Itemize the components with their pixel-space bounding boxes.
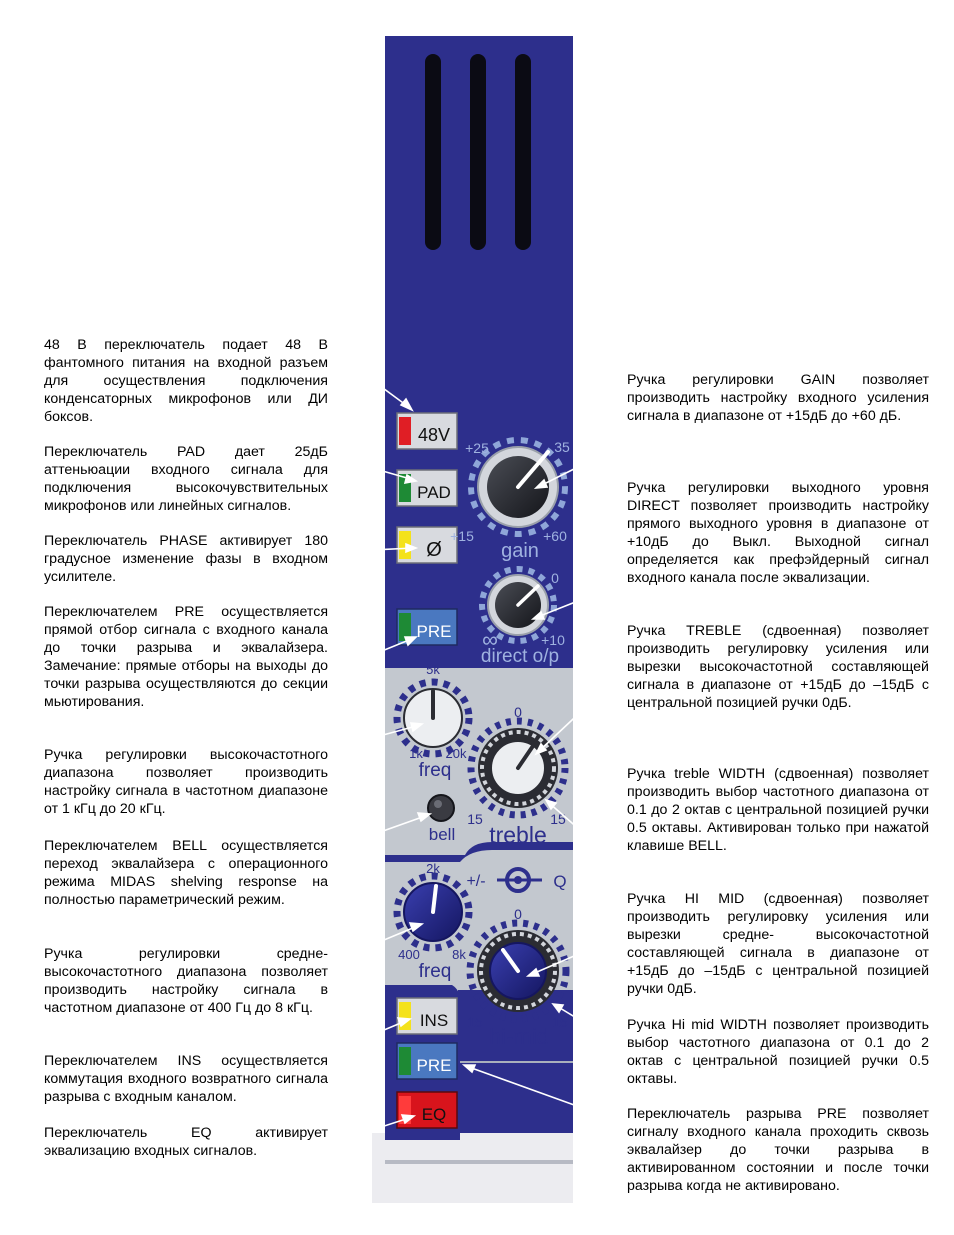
hf-freq-label: freq <box>418 760 452 781</box>
gain-tick-60: +60 <box>543 528 567 544</box>
note-himid-freq: Ручка регулировки средне-высокочастотного диапазона позволяет производить настройку сигнала в частотном диапазоне от 400 Гц до 8 кГц. <box>44 946 328 1016</box>
treble-tick-left: 15 <box>467 811 483 827</box>
q-label: Q <box>553 872 567 891</box>
direct-label: direct o/p <box>480 646 560 667</box>
vent-slot <box>425 54 441 250</box>
himid-tick-left: 15 <box>467 1014 483 1030</box>
note-pre-insert: Переключатель разрыва PRE позволяет сигналу входного канала проходить сквозь эквалайзер до точки разрыва в активированном состоянии и после точки разрыва когда не активировано. <box>627 1106 929 1194</box>
ins-button[interactable] <box>397 998 457 1034</box>
note-treble: Ручка TREBLE (сдвоенная) позволяет производить регулировку усиления или вырезки высокочастотной составляющей сигнала в диапазоне от +15дБ до –15дБ с центральной позицией ручки 0дБ. <box>627 623 929 711</box>
plus-minus-label: +/- <box>466 873 486 890</box>
note-ins: Переключателем INS осуществляется коммутация входного возвратного сигнала разрыва с входным каналом. <box>44 1053 328 1105</box>
gain-label: gain <box>501 540 539 562</box>
vent-slot <box>470 54 486 250</box>
note-phase: Переключатель PHASE активирует 180 градусное изменение фазы в входном усилителе. <box>44 533 328 585</box>
treble-label: treble <box>489 822 547 848</box>
note-pre-direct: Переключателем PRE осуществляется прямой отбор сигнала с входного канала до точки разрыва и эквалайзера. Замечание: прямые отборы на выходы до точки разрыва осуществляются до секции мьютирования. <box>44 604 328 710</box>
treble-tick-0: 0 <box>514 704 522 720</box>
hf-freq-tick-20k: 20k <box>445 746 467 761</box>
note-himid-width: Ручка Hi mid WIDTH позволяет производить выбор частотного диапазона от 0.1 до 2 октав с центральной позицией ручки 0.5 октавы. <box>627 1017 929 1087</box>
pre-insert-button[interactable] <box>397 1043 457 1079</box>
himid-freq-tick-2k: 2k <box>426 861 440 876</box>
note-hf-freq: Ручка регулировки высокочастотного диапазона позволяет производить настройку сигнала в частотном диапазоне от 1 кГц до 20 кГц. <box>44 747 328 817</box>
himid-freq-tick-400: 400 <box>398 947 420 962</box>
hf-freq-tick-1k: 1k <box>409 746 423 761</box>
direct-tick-off: ∞ <box>482 627 498 652</box>
hf-freq-tick-5k: 5k <box>426 662 440 677</box>
himid-tick-0: 0 <box>514 906 522 922</box>
himid-label: hi-mid <box>489 1024 549 1049</box>
himid-tick-right: 15 <box>552 1014 568 1030</box>
bell-button[interactable] <box>428 795 454 821</box>
gain-tick-15: +15 <box>450 528 474 544</box>
note-gain: Ручка регулировки GAIN позволяет производить настройку входного усиления сигнала в диапазоне от +15дБ до +60 дБ. <box>627 372 929 424</box>
treble-tick-right: 15 <box>550 811 566 827</box>
direct-tick-0: 0 <box>551 570 559 586</box>
pad-label: PAD <box>417 483 451 502</box>
pre-direct-label: PRE <box>416 622 452 641</box>
himid-freq-label: freq <box>418 961 452 982</box>
direct-tick-10: +10 <box>541 632 565 648</box>
eq-label: EQ <box>421 1105 447 1124</box>
bell-label: bell <box>428 825 456 844</box>
phantom-label: 48V <box>417 425 451 445</box>
pad-button[interactable] <box>397 470 457 506</box>
gain-tick-35: 35 <box>554 439 570 455</box>
note-eq: Переключатель EQ активирует эквализацию входных сигналов. <box>44 1125 328 1159</box>
note-48v: 48 В переключатель подает 48 В фантомного питания на входной разъем для осуществления подключения конденсаторных микрофонов или ДИ боксов. <box>44 337 328 425</box>
note-bell: Переключателем BELL осуществляется переход эквалайзера с операционного режима MIDAS shelving response на полностью параметрический режим. <box>44 838 328 908</box>
note-pad: Переключатель PAD дает 25дБ аттеньюации входного сигнала для подключения высокочувствительных микрофонов или линейных сигналов. <box>44 444 328 514</box>
note-himid: Ручка HI MID (сдвоенная) позволяет производить регулировку усиления или вырезки средне- высокочастотной составляющей сигнала в диапазоне от +15дБ до –15дБ с центральной позицией ручки 0дБ. <box>627 891 929 997</box>
ins-label: INS <box>419 1011 449 1030</box>
phase-label: Ø <box>426 539 442 561</box>
pre-insert-label: PRE <box>416 1056 452 1075</box>
phantom-48v-button[interactable] <box>397 413 457 449</box>
vent-slot <box>515 54 531 250</box>
note-treble-width: Ручка treble WIDTH (сдвоенная) позволяет производить выбор частотного диапазона от 0.1 до 2 октав с центральной позицией ручки 0.5 октавы. Активирован только при нажатой клавише BELL. <box>627 766 929 854</box>
note-direct: Ручка регулировки выходного уровня DIRECT позволяет производить настройку прямого выходного уровня в диапазоне от +10дБ до Выкл. Выходной сигнал определяется как префэйдерный сигнал входного канала после эквализации. <box>627 480 929 586</box>
himid-freq-tick-8k: 8k <box>452 947 466 962</box>
gain-tick-25: +25 <box>465 440 489 456</box>
